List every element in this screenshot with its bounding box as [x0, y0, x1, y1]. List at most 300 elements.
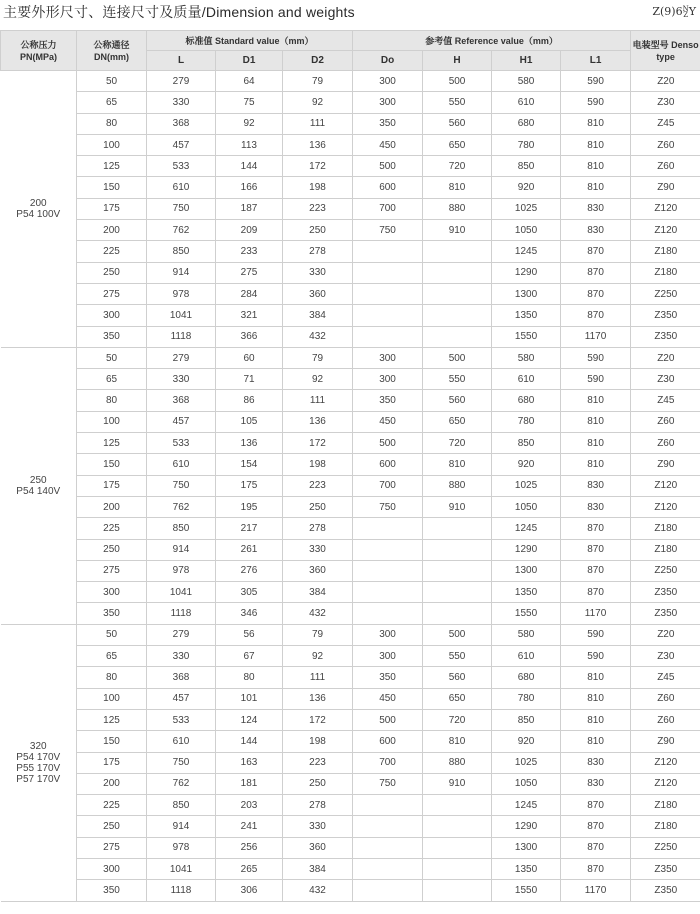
cell-H	[423, 326, 492, 347]
table-row	[1, 326, 700, 347]
cell-denso: Z20	[631, 347, 700, 368]
model-prefix: Z(9)6	[652, 5, 683, 18]
table-row	[1, 156, 700, 177]
table-row	[1, 709, 700, 730]
cell-denso: Z350	[631, 858, 700, 879]
cell-L1: 810	[561, 156, 631, 177]
table-row	[1, 92, 700, 113]
cell-D2: 360	[283, 837, 353, 858]
cell-L: 368	[147, 390, 216, 411]
cell-D2: 223	[283, 198, 353, 219]
cell-L: 762	[147, 496, 216, 517]
cell-Do	[353, 539, 423, 560]
cell-denso: Z20	[631, 71, 700, 92]
cell-H: 810	[423, 177, 492, 198]
cell-D2: 172	[283, 433, 353, 454]
cell-Do: 300	[353, 624, 423, 645]
cell-denso: Z20	[631, 624, 700, 645]
cell-H: 650	[423, 134, 492, 155]
cell-H1: 1290	[492, 262, 561, 283]
cell-L1: 590	[561, 646, 631, 667]
cell-denso: Z250	[631, 837, 700, 858]
cell-dn: 100	[77, 411, 147, 432]
cell-L1: 830	[561, 752, 631, 773]
table-body	[1, 71, 700, 902]
cell-H	[423, 241, 492, 262]
table-row	[1, 773, 700, 794]
table-row	[1, 752, 700, 773]
cell-Do: 350	[353, 390, 423, 411]
table-row	[1, 731, 700, 752]
cell-H	[423, 518, 492, 539]
cell-L1: 810	[561, 688, 631, 709]
table-row	[1, 475, 700, 496]
cell-D2: 92	[283, 646, 353, 667]
cell-dn: 150	[77, 731, 147, 752]
cell-D1: 80	[216, 667, 283, 688]
header-L1: L1	[561, 51, 631, 71]
cell-H1: 920	[492, 177, 561, 198]
cell-L1: 870	[561, 539, 631, 560]
cell-Do: 500	[353, 709, 423, 730]
cell-H1: 680	[492, 390, 561, 411]
cell-H	[423, 858, 492, 879]
cell-Do: 600	[353, 454, 423, 475]
cell-dn: 125	[77, 156, 147, 177]
cell-D2: 79	[283, 624, 353, 645]
cell-D1: 284	[216, 283, 283, 304]
cell-dn: 350	[77, 603, 147, 624]
table-row	[1, 795, 700, 816]
cell-D1: 136	[216, 433, 283, 454]
table-row	[1, 198, 700, 219]
table-row	[1, 880, 700, 901]
cell-D2: 384	[283, 305, 353, 326]
cell-D2: 432	[283, 326, 353, 347]
cell-dn: 200	[77, 773, 147, 794]
cell-H	[423, 539, 492, 560]
cell-D2: 432	[283, 880, 353, 901]
cell-dn: 65	[77, 646, 147, 667]
cell-dn: 80	[77, 113, 147, 134]
cell-D2: 330	[283, 816, 353, 837]
table-row	[1, 603, 700, 624]
cell-D2: 198	[283, 454, 353, 475]
cell-denso: Z120	[631, 496, 700, 517]
cell-D1: 101	[216, 688, 283, 709]
cell-H: 650	[423, 688, 492, 709]
cell-L1: 810	[561, 390, 631, 411]
cell-H1: 1245	[492, 518, 561, 539]
cell-L: 533	[147, 709, 216, 730]
cell-Do	[353, 326, 423, 347]
cell-D2: 250	[283, 220, 353, 241]
cell-D2: 111	[283, 390, 353, 411]
table-row	[1, 113, 700, 134]
cell-H1: 850	[492, 433, 561, 454]
cell-D2: 172	[283, 709, 353, 730]
cell-D1: 256	[216, 837, 283, 858]
cell-D1: 56	[216, 624, 283, 645]
table-row	[1, 433, 700, 454]
cell-dn: 200	[77, 496, 147, 517]
cell-dn: 50	[77, 71, 147, 92]
cell-Do: 600	[353, 177, 423, 198]
cell-D1: 217	[216, 518, 283, 539]
cell-H	[423, 837, 492, 858]
cell-D1: 203	[216, 795, 283, 816]
cell-L1: 870	[561, 582, 631, 603]
cell-H: 810	[423, 731, 492, 752]
cell-L1: 870	[561, 858, 631, 879]
cell-H1: 1550	[492, 603, 561, 624]
cell-L: 279	[147, 347, 216, 368]
cell-Do: 450	[353, 688, 423, 709]
cell-D1: 166	[216, 177, 283, 198]
cell-denso: Z45	[631, 667, 700, 688]
cell-H: 560	[423, 113, 492, 134]
cell-L: 750	[147, 198, 216, 219]
cell-H: 500	[423, 347, 492, 368]
cell-D1: 64	[216, 71, 283, 92]
cell-Do: 450	[353, 411, 423, 432]
cell-D2: 136	[283, 134, 353, 155]
cell-H	[423, 560, 492, 581]
cell-D2: 330	[283, 539, 353, 560]
cell-dn: 50	[77, 347, 147, 368]
cell-Do	[353, 305, 423, 326]
cell-dn: 275	[77, 283, 147, 304]
cell-L1: 810	[561, 134, 631, 155]
table-row	[1, 688, 700, 709]
cell-L1: 590	[561, 92, 631, 113]
cell-H1: 920	[492, 454, 561, 475]
cell-H	[423, 795, 492, 816]
cell-L: 533	[147, 156, 216, 177]
cell-H1: 1300	[492, 837, 561, 858]
header-D2: D2	[283, 51, 353, 71]
cell-H1: 1025	[492, 475, 561, 496]
cell-denso: Z350	[631, 603, 700, 624]
cell-D1: 60	[216, 347, 283, 368]
cell-L1: 830	[561, 773, 631, 794]
cell-Do: 700	[353, 198, 423, 219]
cell-H: 550	[423, 369, 492, 390]
cell-Do: 750	[353, 773, 423, 794]
cell-D1: 261	[216, 539, 283, 560]
cell-L1: 870	[561, 816, 631, 837]
cell-L1: 870	[561, 837, 631, 858]
cell-dn: 150	[77, 177, 147, 198]
cell-D2: 92	[283, 92, 353, 113]
cell-L: 1041	[147, 858, 216, 879]
cell-denso: Z90	[631, 454, 700, 475]
cell-L1: 590	[561, 369, 631, 390]
cell-H1: 1300	[492, 283, 561, 304]
header-reference: 参考值 Reference value（mm）	[353, 31, 631, 51]
cell-D2: 92	[283, 369, 353, 390]
cell-L: 750	[147, 752, 216, 773]
cell-H1: 1350	[492, 858, 561, 879]
cell-denso: Z180	[631, 795, 700, 816]
cell-D1: 71	[216, 369, 283, 390]
cell-L: 533	[147, 433, 216, 454]
cell-H: 720	[423, 156, 492, 177]
cell-dn: 50	[77, 624, 147, 645]
cell-denso: Z60	[631, 134, 700, 155]
cell-dn: 250	[77, 539, 147, 560]
cell-Do: 300	[353, 646, 423, 667]
cell-H: 550	[423, 92, 492, 113]
cell-D1: 175	[216, 475, 283, 496]
cell-H1: 1300	[492, 560, 561, 581]
table-row	[1, 518, 700, 539]
cell-dn: 225	[77, 518, 147, 539]
cell-H	[423, 816, 492, 837]
table-row	[1, 390, 700, 411]
cell-L1: 810	[561, 731, 631, 752]
header-Do: Do	[353, 51, 423, 71]
cell-Do: 700	[353, 752, 423, 773]
cell-L1: 830	[561, 220, 631, 241]
cell-H: 880	[423, 475, 492, 496]
cell-L1: 810	[561, 433, 631, 454]
cell-H1: 1290	[492, 539, 561, 560]
cell-D1: 86	[216, 390, 283, 411]
model-code	[652, 5, 696, 18]
cell-H1: 1350	[492, 582, 561, 603]
cell-denso: Z180	[631, 241, 700, 262]
cell-Do	[353, 603, 423, 624]
table-row	[1, 134, 700, 155]
cell-L: 914	[147, 816, 216, 837]
cell-H1: 580	[492, 624, 561, 645]
cell-H1: 850	[492, 156, 561, 177]
cell-L1: 830	[561, 475, 631, 496]
cell-H	[423, 603, 492, 624]
table-row	[1, 858, 700, 879]
cell-Do: 500	[353, 433, 423, 454]
cell-dn: 125	[77, 709, 147, 730]
table-row	[1, 837, 700, 858]
cell-H1: 1350	[492, 305, 561, 326]
cell-D2: 136	[283, 411, 353, 432]
cell-D1: 195	[216, 496, 283, 517]
cell-D1: 366	[216, 326, 283, 347]
cell-L: 610	[147, 177, 216, 198]
cell-L: 610	[147, 731, 216, 752]
cell-D1: 233	[216, 241, 283, 262]
pressure-group-cell	[1, 71, 77, 348]
cell-H1: 680	[492, 113, 561, 134]
table-row	[1, 816, 700, 837]
cell-Do	[353, 837, 423, 858]
pressure-line: P54 100V	[16, 208, 61, 220]
cell-H1: 610	[492, 646, 561, 667]
cell-L1: 870	[561, 518, 631, 539]
cell-denso: Z90	[631, 177, 700, 198]
cell-Do	[353, 880, 423, 901]
cell-H1: 850	[492, 709, 561, 730]
table-row	[1, 454, 700, 475]
cell-L1: 870	[561, 241, 631, 262]
cell-H: 910	[423, 773, 492, 794]
cell-H1: 610	[492, 369, 561, 390]
cell-L1: 810	[561, 113, 631, 134]
table-row	[1, 177, 700, 198]
cell-L1: 810	[561, 177, 631, 198]
cell-H1: 580	[492, 71, 561, 92]
cell-dn: 300	[77, 582, 147, 603]
cell-denso: Z60	[631, 411, 700, 432]
cell-L1: 810	[561, 667, 631, 688]
cell-denso: Z60	[631, 709, 700, 730]
model-den: Z	[683, 11, 689, 19]
cell-D2: 172	[283, 156, 353, 177]
table-row	[1, 283, 700, 304]
cell-H1: 1245	[492, 241, 561, 262]
cell-L: 1118	[147, 326, 216, 347]
cell-D1: 276	[216, 560, 283, 581]
pressure-line: 200	[29, 197, 47, 209]
cell-L: 850	[147, 241, 216, 262]
cell-dn: 125	[77, 433, 147, 454]
pressure-line: 320	[29, 740, 47, 752]
cell-L: 279	[147, 71, 216, 92]
cell-D1: 163	[216, 752, 283, 773]
cell-dn: 100	[77, 688, 147, 709]
cell-D2: 223	[283, 475, 353, 496]
cell-D2: 360	[283, 560, 353, 581]
cell-denso: Z120	[631, 220, 700, 241]
pressure-line: P55 170V	[16, 762, 61, 774]
cell-L: 762	[147, 773, 216, 794]
cell-L1: 870	[561, 795, 631, 816]
cell-H: 880	[423, 198, 492, 219]
cell-H: 910	[423, 220, 492, 241]
cell-D1: 306	[216, 880, 283, 901]
cell-D1: 105	[216, 411, 283, 432]
table-row	[1, 411, 700, 432]
cell-denso: Z30	[631, 369, 700, 390]
cell-L1: 590	[561, 71, 631, 92]
cell-denso: Z180	[631, 539, 700, 560]
cell-L1: 870	[561, 283, 631, 304]
cell-dn: 150	[77, 454, 147, 475]
cell-H1: 1025	[492, 752, 561, 773]
cell-H: 650	[423, 411, 492, 432]
cell-dn: 275	[77, 560, 147, 581]
cell-D1: 92	[216, 113, 283, 134]
cell-H: 560	[423, 667, 492, 688]
pressure-line: 250	[29, 474, 47, 486]
cell-Do	[353, 262, 423, 283]
cell-L: 850	[147, 795, 216, 816]
header-D1: D1	[216, 51, 283, 71]
cell-D1: 209	[216, 220, 283, 241]
cell-D2: 79	[283, 71, 353, 92]
cell-D2: 432	[283, 603, 353, 624]
table-row	[1, 220, 700, 241]
cell-denso: Z60	[631, 688, 700, 709]
cell-H: 810	[423, 454, 492, 475]
pressure-line: P57 170V	[16, 773, 61, 785]
pressure-line: P54 170V	[16, 751, 61, 763]
cell-L: 457	[147, 411, 216, 432]
cell-Do: 300	[353, 71, 423, 92]
cell-H1: 1550	[492, 326, 561, 347]
cell-denso: Z45	[631, 113, 700, 134]
table-row	[1, 305, 700, 326]
cell-H: 910	[423, 496, 492, 517]
table-row	[1, 582, 700, 603]
cell-L1: 810	[561, 411, 631, 432]
cell-denso: Z180	[631, 518, 700, 539]
cell-Do	[353, 241, 423, 262]
cell-denso: Z180	[631, 262, 700, 283]
cell-dn: 350	[77, 326, 147, 347]
cell-dn: 225	[77, 241, 147, 262]
cell-L: 978	[147, 283, 216, 304]
cell-Do: 300	[353, 369, 423, 390]
cell-denso: Z180	[631, 816, 700, 837]
cell-H: 720	[423, 433, 492, 454]
page-title: 主要外形尺寸、连接尺寸及质量/Dimension and weights	[3, 4, 355, 20]
cell-D1: 67	[216, 646, 283, 667]
cell-H: 880	[423, 752, 492, 773]
cell-L: 978	[147, 560, 216, 581]
cell-L: 457	[147, 134, 216, 155]
cell-D2: 79	[283, 347, 353, 368]
cell-H1: 780	[492, 134, 561, 155]
cell-H1: 780	[492, 688, 561, 709]
cell-D2: 330	[283, 262, 353, 283]
table-row	[1, 646, 700, 667]
cell-H1: 610	[492, 92, 561, 113]
cell-H: 560	[423, 390, 492, 411]
cell-H: 550	[423, 646, 492, 667]
cell-Do	[353, 283, 423, 304]
cell-D2: 198	[283, 177, 353, 198]
cell-L: 368	[147, 113, 216, 134]
cell-D2: 384	[283, 582, 353, 603]
cell-D1: 187	[216, 198, 283, 219]
cell-L1: 1170	[561, 603, 631, 624]
cell-L: 330	[147, 646, 216, 667]
pressure-group-cell	[1, 347, 77, 624]
pressure-line: P54 140V	[16, 485, 61, 497]
cell-H1: 1050	[492, 220, 561, 241]
table-row	[1, 496, 700, 517]
cell-H1: 920	[492, 731, 561, 752]
cell-dn: 250	[77, 262, 147, 283]
cell-Do: 350	[353, 667, 423, 688]
cell-denso: Z120	[631, 475, 700, 496]
cell-H1: 580	[492, 347, 561, 368]
cell-H1: 780	[492, 411, 561, 432]
cell-D2: 278	[283, 241, 353, 262]
table-row	[1, 560, 700, 581]
cell-Do	[353, 858, 423, 879]
cell-denso: Z90	[631, 731, 700, 752]
cell-denso: Z120	[631, 752, 700, 773]
cell-Do: 300	[353, 92, 423, 113]
cell-D2: 111	[283, 113, 353, 134]
header-H1: H1	[492, 51, 561, 71]
cell-dn: 250	[77, 816, 147, 837]
cell-denso: Z250	[631, 283, 700, 304]
cell-L: 368	[147, 667, 216, 688]
